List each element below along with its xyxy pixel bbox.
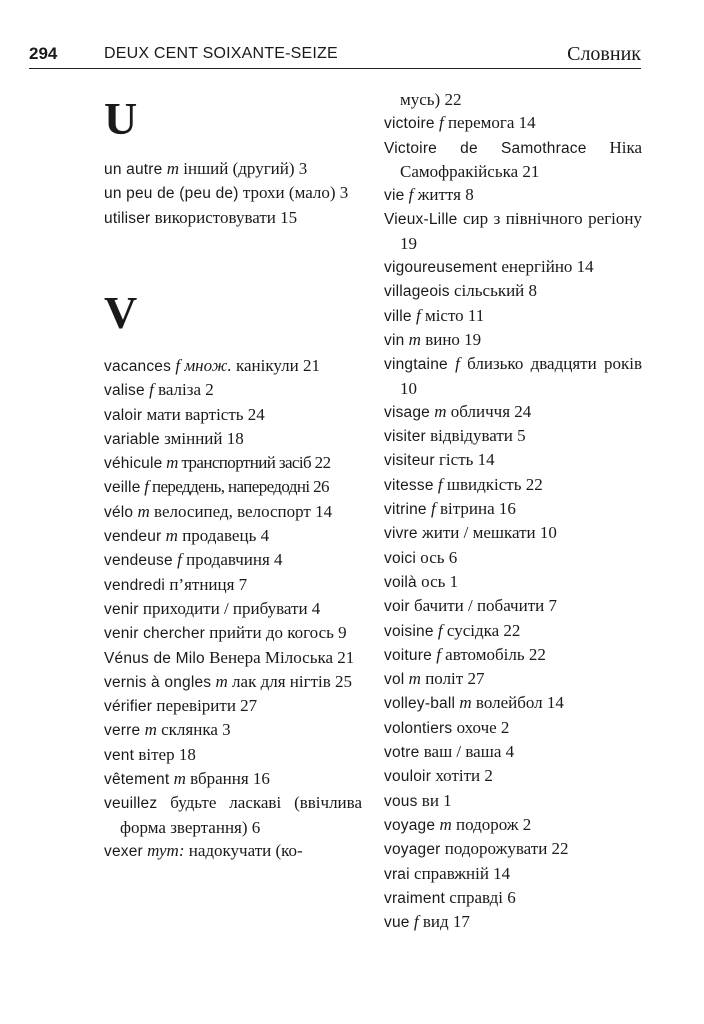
headword: vivre bbox=[384, 525, 418, 543]
translation: вид 17 bbox=[422, 912, 470, 932]
headword: voilà bbox=[384, 573, 417, 591]
dictionary-entry bbox=[384, 448, 642, 472]
dictionary-entry bbox=[384, 424, 642, 448]
dictionary-entry bbox=[384, 497, 642, 521]
grammar-label: тут: bbox=[147, 840, 185, 860]
translation: сільський 8 bbox=[454, 281, 538, 301]
grammar-label: m bbox=[459, 693, 472, 713]
translation: продавець 4 bbox=[182, 526, 270, 546]
translation: приходити / прибувати 4 bbox=[142, 598, 321, 618]
translation: бачити / побачити 7 bbox=[414, 596, 557, 616]
headword: venir bbox=[104, 600, 139, 618]
translation: вино 19 bbox=[425, 329, 482, 349]
translation: ось 1 bbox=[421, 571, 459, 591]
translation: лак для нігтів 25 bbox=[232, 671, 353, 691]
headword: vue bbox=[384, 914, 410, 932]
page-number: 294 bbox=[29, 44, 58, 63]
translation: канікули 21 bbox=[236, 356, 320, 375]
translation: п’ятниця 7 bbox=[169, 574, 248, 594]
translation: гість 14 bbox=[438, 450, 495, 470]
grammar-label: m bbox=[408, 669, 421, 689]
grammar-label: f bbox=[437, 474, 443, 494]
dictionary-entry bbox=[384, 764, 642, 788]
headword: vent bbox=[104, 746, 135, 764]
dictionary-entry bbox=[384, 594, 642, 618]
headword: vin bbox=[384, 331, 405, 349]
headword: volontiers bbox=[384, 719, 453, 737]
translation: мати вартість 24 bbox=[146, 404, 265, 424]
headword: vie bbox=[384, 187, 405, 205]
translation: відвідувати 5 bbox=[430, 426, 526, 446]
dictionary-entry bbox=[384, 304, 642, 328]
headword: vigoureusement bbox=[384, 259, 498, 277]
headword: véhicule bbox=[104, 455, 163, 473]
headword: villageois bbox=[384, 283, 450, 301]
dictionary-entry bbox=[384, 716, 642, 740]
running-title: DEUX CENT SOIXANTE-SEIZE bbox=[104, 45, 338, 62]
dictionary-entry bbox=[384, 643, 642, 667]
grammar-label: f bbox=[415, 305, 421, 325]
headword: vitrine bbox=[384, 501, 427, 519]
grammar-label: f множ. bbox=[175, 356, 232, 375]
dictionary-entry bbox=[104, 767, 362, 791]
grammar-label: f bbox=[177, 550, 182, 570]
dictionary-entry bbox=[104, 548, 362, 572]
translation: жити / мешкати 10 bbox=[421, 523, 557, 543]
dictionary-entry bbox=[384, 400, 642, 424]
headword: Victoire de Samothrace bbox=[384, 139, 587, 157]
headword: utiliser bbox=[104, 209, 151, 227]
dictionary-entry bbox=[104, 403, 362, 427]
translation: хотіти 2 bbox=[435, 766, 493, 786]
headword: veuillez bbox=[104, 795, 158, 813]
dictionary-entry bbox=[384, 207, 642, 255]
headword: volley-ball bbox=[384, 695, 456, 713]
dictionary-entry bbox=[104, 475, 362, 499]
headword: voyage bbox=[384, 816, 436, 834]
grammar-label: m bbox=[439, 814, 452, 834]
translation: справді 6 bbox=[449, 887, 516, 907]
headword: vélo bbox=[104, 503, 134, 521]
translation: вбрання 16 bbox=[190, 769, 270, 789]
dictionary-entry bbox=[104, 427, 362, 451]
translation: ось 6 bbox=[420, 547, 458, 567]
headword: voyager bbox=[384, 841, 441, 859]
headword: vacances bbox=[104, 358, 172, 375]
dictionary-entry bbox=[104, 646, 362, 670]
dictionary-entry bbox=[104, 743, 362, 767]
headword: veille bbox=[104, 479, 141, 497]
headword: voiture bbox=[384, 646, 432, 664]
dictionary-entry bbox=[384, 328, 642, 352]
translation: подорож 2 bbox=[455, 814, 532, 834]
dictionary-entry bbox=[384, 136, 642, 184]
dictionary-entry bbox=[384, 619, 642, 643]
translation: автомобіль 22 bbox=[445, 644, 546, 664]
dictionary-entry bbox=[104, 791, 362, 839]
grammar-label: f bbox=[455, 354, 460, 374]
translation: швидкість 22 bbox=[446, 474, 543, 494]
dictionary-entry bbox=[384, 88, 642, 111]
dictionary-entry bbox=[384, 473, 642, 497]
v-entries-list-right bbox=[384, 88, 642, 934]
translation: місто 11 bbox=[424, 305, 485, 325]
translation: справжній 14 bbox=[414, 863, 511, 883]
headword: vingtaine bbox=[384, 356, 448, 374]
grammar-label: m bbox=[137, 501, 150, 521]
grammar-label: m bbox=[173, 769, 186, 789]
translation: життя 8 bbox=[417, 185, 474, 205]
dictionary-entry bbox=[384, 789, 642, 813]
headword: Vieux-Lille bbox=[384, 211, 458, 229]
translation: інший (другий) 3 bbox=[183, 159, 308, 178]
headword: vol bbox=[384, 671, 405, 689]
u-entries-list bbox=[104, 157, 362, 230]
grammar-label: m bbox=[408, 329, 421, 349]
dictionary-entry bbox=[384, 521, 642, 545]
headword: victoire bbox=[384, 115, 435, 133]
dictionary-entry bbox=[104, 597, 362, 621]
grammar-label: f bbox=[413, 912, 419, 932]
translation: ви 1 bbox=[421, 790, 452, 810]
grammar-label: f bbox=[438, 113, 444, 133]
headword: vernis à ongles bbox=[104, 673, 212, 691]
grammar-label: f bbox=[408, 185, 414, 205]
translation: прийти до когось 9 bbox=[209, 623, 347, 643]
dictionary-entry bbox=[104, 621, 362, 645]
headword: un peu de (peu de) bbox=[104, 185, 239, 203]
dictionary-entry bbox=[384, 837, 642, 861]
letter-heading-u: U bbox=[104, 93, 138, 144]
headword: vendredi bbox=[104, 576, 166, 594]
translation: сусідка 22 bbox=[446, 620, 521, 640]
translation: трохи (мало) 3 bbox=[242, 183, 349, 203]
dictionary-entry bbox=[384, 910, 642, 934]
dictionary-entry bbox=[104, 670, 362, 694]
headword: visiteur bbox=[384, 452, 435, 470]
dictionary-entry bbox=[384, 183, 642, 207]
translation: обличчя 24 bbox=[450, 401, 532, 421]
headword: ville bbox=[384, 307, 412, 325]
dictionary-entry bbox=[384, 813, 642, 837]
dictionary-entry bbox=[104, 524, 362, 548]
translation: мусь) 22 bbox=[400, 90, 462, 109]
headword: Vénus de Milo bbox=[104, 649, 205, 667]
grammar-label: f bbox=[431, 499, 436, 519]
translation: перемога 14 bbox=[447, 113, 536, 133]
headword: vouloir bbox=[384, 768, 432, 786]
dictionary-entry bbox=[104, 378, 362, 402]
section-title: Словник bbox=[567, 43, 641, 65]
translation: продавчиня 4 bbox=[186, 550, 283, 570]
dictionary-entry bbox=[104, 718, 362, 742]
translation: волейбол 14 bbox=[475, 693, 564, 713]
dictionary-entry bbox=[384, 279, 642, 303]
grammar-label: m bbox=[434, 401, 447, 421]
v-entries-list-left bbox=[104, 354, 362, 863]
grammar-label: m bbox=[166, 159, 180, 178]
headword: venir chercher bbox=[104, 625, 206, 643]
headword: vraiment bbox=[384, 889, 446, 907]
dictionary-entry bbox=[384, 740, 642, 764]
dictionary-entry bbox=[384, 255, 642, 279]
headword: valoir bbox=[104, 406, 143, 424]
headword: vêtement bbox=[104, 771, 170, 789]
translation: охоче 2 bbox=[456, 717, 510, 737]
headword: votre bbox=[384, 744, 420, 762]
headword: voisine bbox=[384, 622, 434, 640]
translation: ваш / ваша 4 bbox=[423, 742, 515, 762]
translation: надокучати (ко- bbox=[188, 840, 303, 860]
headword: valise bbox=[104, 382, 145, 400]
dictionary-entry bbox=[104, 157, 362, 181]
dictionary-entry bbox=[104, 451, 362, 475]
headword: verre bbox=[104, 722, 141, 740]
translation: подорожувати 22 bbox=[444, 839, 569, 859]
translation: Венера Мілоська 21 bbox=[209, 647, 355, 667]
grammar-label: f bbox=[149, 380, 154, 400]
dictionary-entry bbox=[384, 862, 642, 886]
grammar-label: m bbox=[215, 671, 228, 691]
dictionary-entry bbox=[384, 667, 642, 691]
headword: vendeuse bbox=[104, 552, 173, 570]
grammar-label: m bbox=[144, 720, 157, 740]
translation: будьте ласкаві (ввічлива форма звертання) 6 bbox=[120, 793, 363, 837]
translation: сир з північного регіону 19 bbox=[400, 209, 642, 253]
grammar-label: f bbox=[436, 644, 441, 664]
headword: voir bbox=[384, 598, 410, 616]
headword: un autre bbox=[104, 161, 163, 178]
translation: близько двадцяти років 10 bbox=[400, 354, 642, 398]
dictionary-entry bbox=[384, 111, 642, 135]
translation: політ 27 bbox=[425, 669, 485, 689]
grammar-label: f bbox=[144, 477, 149, 497]
page-header bbox=[29, 42, 641, 69]
translation: енергійно 14 bbox=[501, 257, 594, 277]
translation: вітрина 16 bbox=[439, 499, 516, 519]
grammar-label: f bbox=[437, 620, 443, 640]
dictionary-entry bbox=[104, 181, 362, 205]
translation: велосипед, велоспорт 14 bbox=[154, 501, 333, 521]
translation: валіза 2 bbox=[158, 380, 214, 400]
headword: vrai bbox=[384, 865, 410, 883]
letter-heading-v: V bbox=[104, 287, 138, 338]
translation: вітер 18 bbox=[138, 744, 196, 764]
dictionary-entry bbox=[104, 206, 362, 230]
translation: переддень, напередодні 26 bbox=[151, 477, 329, 497]
dictionary-entry bbox=[104, 839, 362, 863]
translation: Ніка Самофракійська 21 bbox=[400, 137, 642, 181]
headword: variable bbox=[104, 430, 160, 448]
translation: склянка 3 bbox=[161, 720, 231, 740]
headword: voici bbox=[384, 549, 417, 567]
dictionary-entry bbox=[384, 570, 642, 594]
headword: vérifier bbox=[104, 698, 153, 716]
translation: перевірити 27 bbox=[156, 696, 258, 716]
dictionary-entry bbox=[104, 500, 362, 524]
grammar-label: m bbox=[165, 526, 178, 546]
headword: visiter bbox=[384, 428, 426, 446]
grammar-label: m bbox=[166, 453, 178, 473]
headword: vitesse bbox=[384, 476, 434, 494]
headword: vexer bbox=[104, 842, 143, 860]
headword: vendeur bbox=[104, 528, 162, 546]
dictionary-entry bbox=[104, 354, 362, 378]
dictionary-entry bbox=[384, 352, 642, 400]
dictionary-entry bbox=[104, 694, 362, 718]
headword: vous bbox=[384, 792, 418, 810]
dictionary-entry bbox=[384, 691, 642, 715]
translation: транспортний засіб 22 bbox=[181, 453, 331, 473]
dictionary-entry bbox=[384, 546, 642, 570]
dictionary-entry bbox=[384, 886, 642, 910]
headword: visage bbox=[384, 403, 431, 421]
dictionary-entry bbox=[104, 573, 362, 597]
translation: використовувати 15 bbox=[154, 207, 298, 227]
translation: змінний 18 bbox=[164, 428, 244, 448]
